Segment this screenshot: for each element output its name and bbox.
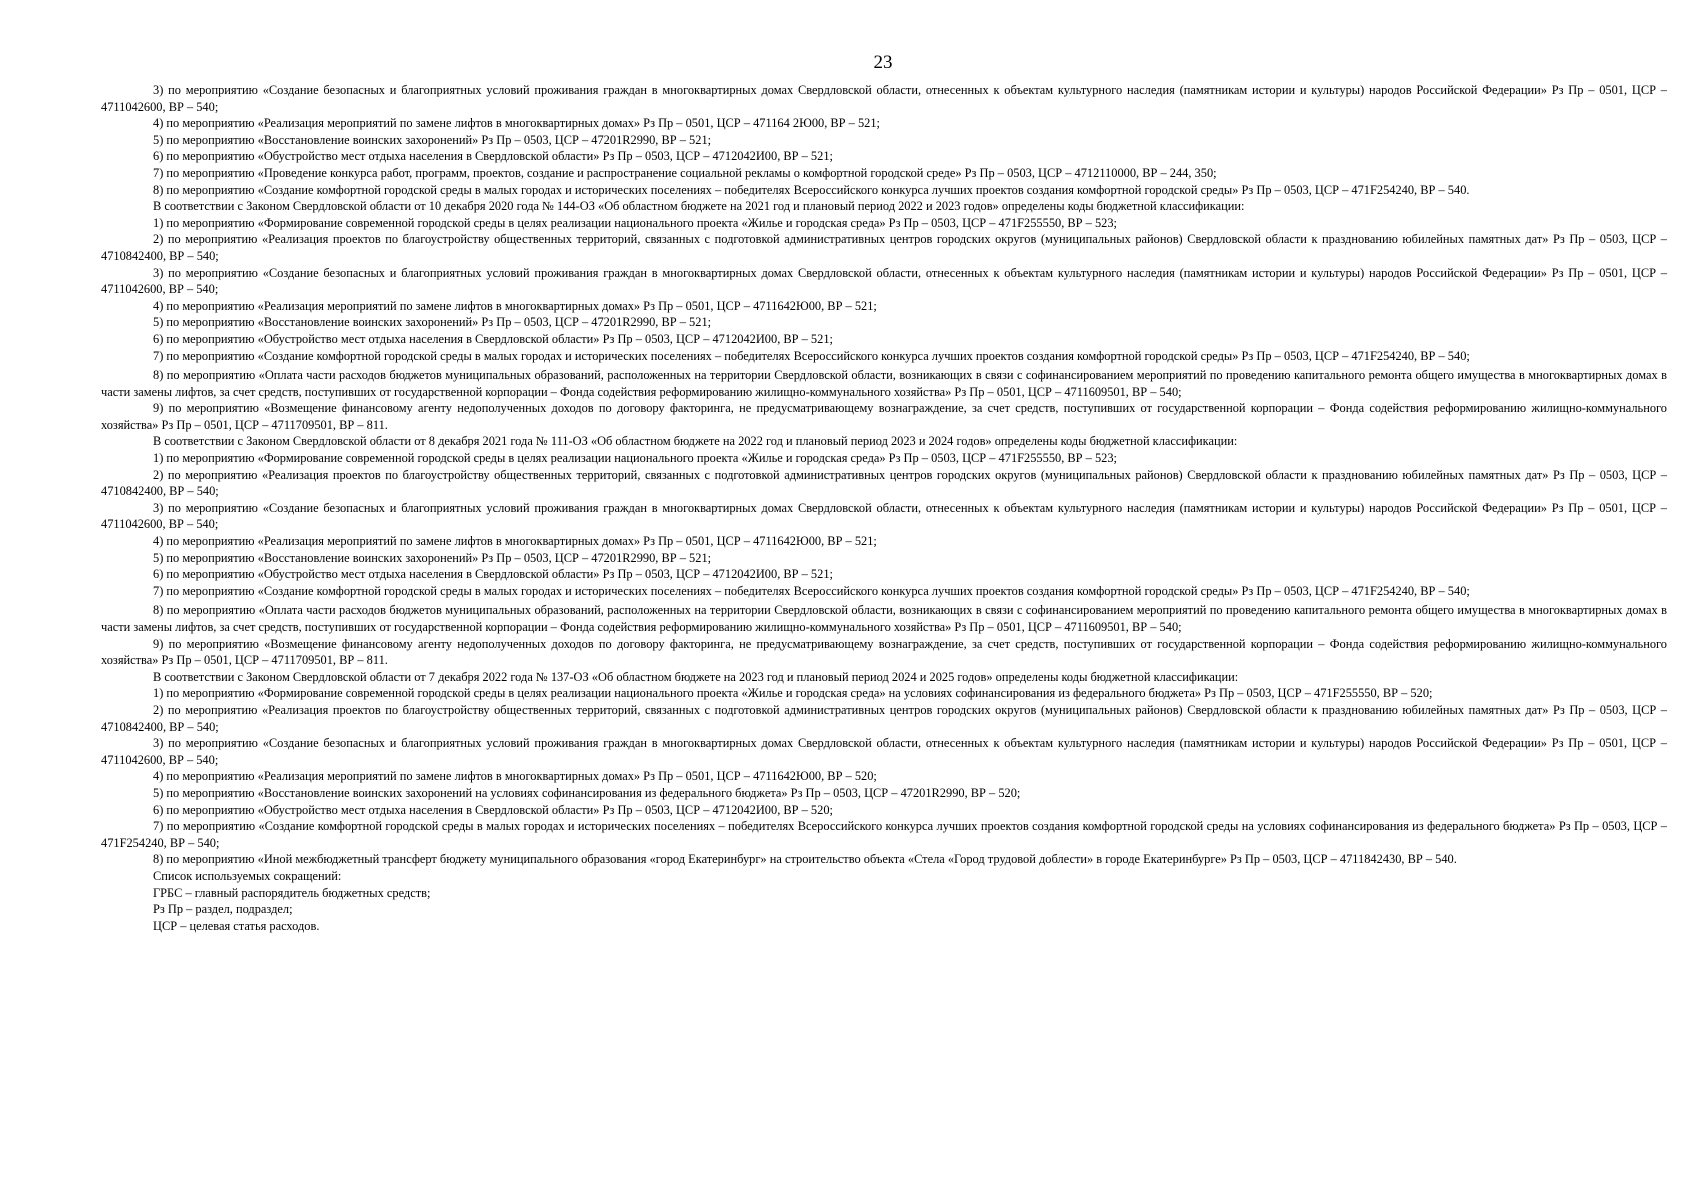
paragraph: 7) по мероприятию «Создание комфортной городской среды в малых городах и исторических поселениях – победителях Всероссийского конкурса лучших проектов создания комфортной городской среды» Рз Пр – 0503, ЦСР – 471F254240, ВР – 540; (153, 583, 1470, 598)
paragraph: 5) по мероприятию «Восстановление воинских захоронений» Рз Пр – 0503, ЦСР – 47201R2990, ВР – 521; (153, 550, 712, 565)
paragraph: 4) по мероприятию «Реализация мероприятий по замене лифтов в многоквартирных домах» Рз Пр – 0501, ЦСР – 4711642Ю00, ВР – 521; (153, 298, 877, 313)
document-body (101, 82, 1667, 934)
paragraph: 8) по мероприятию «Оплата части расходов бюджетов муниципальных образований, расположенных на территории Свердловской области, возникающих в связи с софинансированием мероприятий по проведению капитального ремонта общего имущества в многоквартирных домах в части замены лифтов, за счет средств, поступивших от государственной корпорации – Фонда содействия реформированию жилищно-коммунального хозяйства» Рз Пр – 0501, ЦСР – 4711609501, ВР – 540; (101, 603, 1667, 634)
section-intro: В соответствии с Законом Свердловской области от 8 декабря 2021 года № 111-ОЗ «Об областном бюджете на 2022 год и плановый период 2023 и 2024 годов» определены коды бюджетной классификации: (153, 434, 1238, 449)
paragraph: 9) по мероприятию «Возмещение финансовому агенту недополученных доходов по договору факторинга, не предусматривающему вознаграждение, за счет средств, поступивших от государственной корпорации – Фонда содействия реформированию жилищно-коммунального хозяйства» Рз Пр – 0501, ЦСР – 4711709501, ВР – 811. (101, 636, 1667, 668)
paragraph: 3) по мероприятию «Создание безопасных и благоприятных условий проживания граждан в многоквартирных домах Свердловской области, отнесенных к объектам культурного наследия (памятникам истории и культуры) народов Российской Федерации» Рз Пр – 0501, ЦСР – 4711042600, ВР – 540; (101, 736, 1667, 767)
paragraph: 4) по мероприятию «Реализация мероприятий по замене лифтов в многоквартирных домах» Рз Пр – 0501, ЦСР – 471164 2Ю00, ВР – 521; (153, 116, 880, 131)
paragraph: 7) по мероприятию «Проведение конкурса работ, программ, проектов, создание и распространение социальной рекламы о комфортной городской среде» Рз Пр – 0503, ЦСР – 4712110000, ВР – 244, 350; (153, 165, 1217, 180)
paragraph: 5) по мероприятию «Восстановление воинских захоронений» Рз Пр – 0503, ЦСР – 47201R2990, ВР – 521; (153, 132, 712, 147)
paragraph: 1) по мероприятию «Формирование современной городской среды в целях реализации национального проекта «Жилье и городская среда» Рз Пр – 0503, ЦСР – 471F255550, ВР – 523; (153, 451, 1117, 466)
paragraph: 1) по мероприятию «Формирование современной городской среды в целях реализации национального проекта «Жилье и городская среда» на условиях софинансирования из федерального бюджета» Рз Пр – 0503, ЦСР – 471F255550, ВР – 520; (153, 686, 1433, 701)
paragraph: 5) по мероприятию «Восстановление воинских захоронений на условиях софинансирования из федерального бюджета» Рз Пр – 0503, ЦСР – 47201R2990, ВР – 520; (153, 785, 1021, 800)
paragraph: 3) по мероприятию «Создание безопасных и благоприятных условий проживания граждан в многоквартирных домах Свердловской области, отнесенных к объектам культурного наследия (памятникам истории и культуры) народов Российской Федерации» Рз Пр – 0501, ЦСР – 4711042600, ВР – 540; (101, 83, 1667, 114)
paragraph: 5) по мероприятию «Восстановление воинских захоронений» Рз Пр – 0503, ЦСР – 47201R2990, ВР – 521; (153, 315, 712, 330)
paragraph: 6) по мероприятию «Обустройство мест отдыха населения в Свердловской области» Рз Пр – 0503, ЦСР – 4712042И00, ВР – 521; (153, 567, 833, 582)
paragraph: 6) по мероприятию «Обустройство мест отдыха населения в Свердловской области» Рз Пр – 0503, ЦСР – 4712042И00, ВР – 521; (153, 149, 833, 164)
page-number: 23 (873, 52, 893, 73)
paragraph: 2) по мероприятию «Реализация проектов по благоустройству общественных территорий, связанных с подготовкой административных центров городских округов (муниципальных районов) Свердловской области к празднованию юбилейных памятных дат» Рз Пр – 0503, ЦСР – 4710842400, ВР – 540; (101, 702, 1667, 734)
paragraph: 4) по мероприятию «Реализация мероприятий по замене лифтов в многоквартирных домах» Рз Пр – 0501, ЦСР – 4711642Ю00, ВР – 520; (153, 769, 877, 784)
paragraph: 9) по мероприятию «Возмещение финансовому агенту недополученных доходов по договору факторинга, не предусматривающему вознаграждение, за счет средств, поступивших от государственной корпорации – Фонда содействия реформированию жилищно-коммунального хозяйства» Рз Пр – 0501, ЦСР – 4711709501, ВР – 811. (101, 401, 1667, 432)
paragraph: 3) по мероприятию «Создание безопасных и благоприятных условий проживания граждан в многоквартирных домах Свердловской области, отнесенных к объектам культурного наследия (памятникам истории и культуры) народов Российской Федерации» Рз Пр – 0501, ЦСР – 4711042600, ВР – 540; (101, 500, 1667, 532)
paragraph: 2) по мероприятию «Реализация проектов по благоустройству общественных территорий, связанных с подготовкой административных центров городских округов (муниципальных районов) Свердловской области к празднованию юбилейных памятных дат» Рз Пр – 0503, ЦСР – 4710842400, ВР – 540; (101, 232, 1667, 263)
paragraph: 7) по мероприятию «Создание комфортной городской среды в малых городах и исторических поселениях – победителях Всероссийского конкурса лучших проектов создания комфортной городской среды на условиях софинансирования из федерального бюджета» Рз Пр – 0503, ЦСР – 471F254240, ВР – 540; (101, 819, 1667, 850)
paragraph: 2) по мероприятию «Реализация проектов по благоустройству общественных территорий, связанных с подготовкой административных центров городских округов (муниципальных районов) Свердловской области к празднованию юбилейных памятных дат» Рз Пр – 0503, ЦСР – 4710842400, ВР – 540; (101, 467, 1667, 499)
paragraph: 6) по мероприятию «Обустройство мест отдыха населения в Свердловской области» Рз Пр – 0503, ЦСР – 4712042И00, ВР – 521; (153, 331, 833, 346)
abbreviation-item: ГРБС – главный распорядитель бюджетных средств; (153, 885, 431, 900)
abbreviation-item: ЦСР – целевая статья расходов. (153, 918, 320, 933)
paragraph: 8) по мероприятию «Оплата части расходов бюджетов муниципальных образований, расположенных на территории Свердловской области, возникающих в связи с софинансированием мероприятий по проведению капитального ремонта общего имущества в многоквартирных домах в части замены лифтов, за счет средств, поступивших от государственной корпорации – Фонда содействия реформированию жилищно-коммунального хозяйства» Рз Пр – 0501, ЦСР – 4711609501, ВР – 540; (101, 368, 1667, 399)
paragraph: 3) по мероприятию «Создание безопасных и благоприятных условий проживания граждан в многоквартирных домах Свердловской области, отнесенных к объектам культурного наследия (памятникам истории и культуры) народов Российской Федерации» Рз Пр – 0501, ЦСР – 4711042600, ВР – 540; (101, 265, 1667, 297)
section-intro: В соответствии с Законом Свердловской области от 10 декабря 2020 года № 144-ОЗ «Об областном бюджете на 2021 год и плановый период 2022 и 2023 годов» определены коды бюджетной классификации: (153, 199, 1245, 214)
section-intro: В соответствии с Законом Свердловской области от 7 декабря 2022 года № 137-ОЗ «Об областном бюджете на 2023 год и плановый период 2024 и 2025 годов» определены коды бюджетной классификации: (153, 669, 1239, 684)
paragraph: 7) по мероприятию «Создание комфортной городской среды в малых городах и исторических поселениях – победителях Всероссийского конкурса лучших проектов создания комфортной городской среды» Рз Пр – 0503, ЦСР – 471F254240, ВР – 540; (153, 348, 1470, 363)
abbreviations-heading: Список используемых сокращений: (153, 868, 342, 883)
paragraph: 8) по мероприятию «Иной межбюджетный трансферт бюджету муниципального образования «город Екатеринбург» на строительство объекта «Стела «Город трудовой доблести» в городе Екатеринбурге» Рз Пр – 0503, ЦСР – 4711842430, ВР – 540. (153, 852, 1457, 867)
paragraph: 8) по мероприятию «Создание комфортной городской среды в малых городах и исторических поселениях – победителях Всероссийского конкурса лучших проектов создания комфортной городской среды» Рз Пр – 0503, ЦСР – 471F254240, ВР – 540. (153, 182, 1470, 197)
paragraph: 6) по мероприятию «Обустройство мест отдыха населения в Свердловской области» Рз Пр – 0503, ЦСР – 4712042И00, ВР – 520; (153, 802, 833, 817)
paragraph: 4) по мероприятию «Реализация мероприятий по замене лифтов в многоквартирных домах» Рз Пр – 0501, ЦСР – 4711642Ю00, ВР – 521; (153, 534, 877, 549)
abbreviation-item: Рз Пр – раздел, подраздел; (153, 902, 293, 917)
paragraph: 1) по мероприятию «Формирование современной городской среды в целях реализации национального проекта «Жилье и городская среда» Рз Пр – 0503, ЦСР – 471F255550, ВР – 523; (153, 215, 1117, 230)
